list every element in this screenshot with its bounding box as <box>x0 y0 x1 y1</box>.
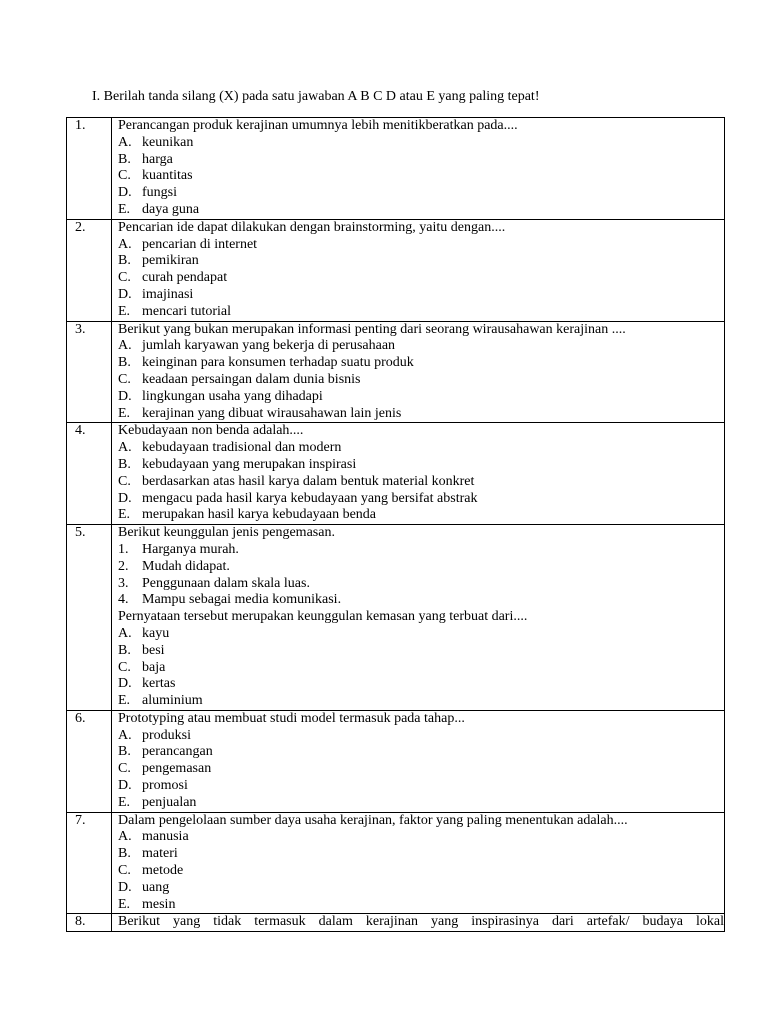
answer-option <box>118 202 724 219</box>
question-number: 8. <box>67 914 112 932</box>
answer-option <box>118 406 724 423</box>
question-number: 7. <box>67 812 112 914</box>
instruction-text: I. Berilah tanda silang (X) pada satu jawaban A B C D atau E yang paling tepat! <box>92 89 540 104</box>
question-row <box>67 812 725 914</box>
question-cell <box>112 321 725 423</box>
answer-option-text: kebudayaan yang merupakan inspirasi <box>142 456 357 472</box>
question-cell <box>112 914 725 932</box>
question-cell <box>112 219 725 321</box>
answer-option-label: D. <box>118 286 132 302</box>
answer-option-label: A. <box>118 440 132 456</box>
answer-option-text: lingkungan usaha yang dihadapi <box>142 388 323 404</box>
answer-option-text: jumlah karyawan yang bekerja di perusahaan <box>142 338 396 354</box>
answer-option-text: curah pendapat <box>142 270 228 286</box>
question-row <box>67 118 725 220</box>
answer-option <box>118 474 724 491</box>
answer-option-label: D. <box>118 676 132 692</box>
answer-option <box>118 863 724 880</box>
answer-option <box>118 185 724 202</box>
answer-option-label: C. <box>118 659 131 675</box>
answer-option-text: daya guna <box>142 201 200 217</box>
answer-option-label: E. <box>118 405 131 421</box>
answer-option-text: pencarian di internet <box>142 236 258 252</box>
statement-item-text: Mampu sebagai media komunikasi. <box>142 592 342 608</box>
question-cell <box>112 525 725 711</box>
answer-option-label: B. <box>118 355 131 371</box>
answer-option <box>118 626 724 643</box>
answer-option <box>118 338 724 355</box>
answer-option <box>118 761 724 778</box>
answer-option <box>118 355 724 372</box>
question-number: 3. <box>67 321 112 423</box>
answer-option-text: mesin <box>142 896 176 912</box>
answer-option <box>118 440 724 457</box>
answer-option-label: C. <box>118 473 131 489</box>
answer-option-label: D. <box>118 490 132 506</box>
question-text: Berikut keunggulan jenis pengemasan. <box>118 525 335 541</box>
answer-option-text: promosi <box>142 778 188 794</box>
answer-option-text: merupakan hasil karya kebudayaan benda <box>142 507 377 523</box>
statement-item-text: Harganya murah. <box>142 541 239 557</box>
answer-option <box>118 880 724 897</box>
answer-option-label: B. <box>118 151 131 167</box>
question-row <box>67 219 725 321</box>
answer-option <box>118 744 724 761</box>
statement-item-text: Penggunaan dalam skala luas. <box>142 575 310 591</box>
statement-item-label: 3. <box>118 575 129 591</box>
answer-option-text: perancangan <box>142 744 213 760</box>
statement-item <box>118 542 724 559</box>
answer-option <box>118 676 724 693</box>
answer-option <box>118 287 724 304</box>
answer-option <box>118 253 724 270</box>
answer-option <box>118 304 724 321</box>
answer-option-text: keinginan para konsumen terhadap suatu produk <box>142 355 414 371</box>
answer-option <box>118 778 724 795</box>
answer-option <box>118 237 724 254</box>
answer-option-label: C. <box>118 761 131 777</box>
answer-option <box>118 168 724 185</box>
answer-option-label: C. <box>118 863 131 879</box>
answer-option-label: B. <box>118 744 131 760</box>
question-text: Kebudayaan non benda adalah.... <box>118 423 304 439</box>
answer-option-label: E. <box>118 303 131 319</box>
answer-option-label: B. <box>118 456 131 472</box>
question-text: Prototyping atau membuat studi model termasuk pada tahap... <box>118 710 465 726</box>
answer-option-label: C. <box>118 371 131 387</box>
answer-option-text: penjualan <box>142 794 197 810</box>
answer-option-text: imajinasi <box>142 286 194 302</box>
answer-option-label: C. <box>118 168 131 184</box>
answer-option-label: D. <box>118 778 132 794</box>
question-text: Perancangan produk kerajinan umumnya lebih menitikberatkan pada.... <box>118 118 518 133</box>
answer-option-text: materi <box>142 846 178 862</box>
statement-item <box>118 559 724 576</box>
answer-option-text: manusia <box>142 829 189 845</box>
question-row <box>67 423 725 525</box>
question-subtext: Pernyataan tersebut merupakan keunggulan kemasan yang terbuat dari.... <box>118 609 528 625</box>
answer-option-label: D. <box>118 879 132 895</box>
answer-option-text: kertas <box>142 676 176 692</box>
question-cell <box>112 118 725 220</box>
question-number: 6. <box>67 710 112 812</box>
answer-option <box>118 795 724 812</box>
answer-option-text: metode <box>142 863 184 879</box>
question-number: 5. <box>67 525 112 711</box>
answer-option-text: kebudayaan tradisional dan modern <box>142 440 342 456</box>
statement-item <box>118 576 724 593</box>
answer-option-text: mencari tutorial <box>142 303 232 319</box>
question-row <box>67 710 725 812</box>
answer-option-label: D. <box>118 388 132 404</box>
answer-option <box>118 829 724 846</box>
question-number: 1. <box>67 118 112 220</box>
answer-option <box>118 643 724 660</box>
answer-option <box>118 389 724 406</box>
answer-option-label: B. <box>118 846 131 862</box>
answer-option <box>118 457 724 474</box>
answer-option-text: produksi <box>142 727 191 743</box>
statement-item-text: Mudah didapat. <box>142 558 230 574</box>
question-cell <box>112 423 725 525</box>
answer-option-label: B. <box>118 642 131 658</box>
answer-option-label: E. <box>118 693 131 709</box>
answer-option-text: kayu <box>142 625 170 641</box>
answer-option <box>118 693 724 710</box>
answer-option-label: E. <box>118 794 131 810</box>
answer-option-text: baja <box>142 659 166 675</box>
question-text: Pencarian ide dapat dilakukan dengan brainstorming, yaitu dengan.... <box>118 219 506 235</box>
answer-option-text: kerajinan yang dibuat wirausahawan lain jenis <box>142 405 402 421</box>
answer-option-label: C. <box>118 270 131 286</box>
question-text: Berikut yang bukan merupakan informasi penting dari seorang wirausahawan kerajinan .... <box>118 321 626 337</box>
answer-option <box>118 491 724 508</box>
answer-option-label: A. <box>118 727 132 743</box>
question-table <box>66 117 725 932</box>
answer-option-label: A. <box>118 338 132 354</box>
statement-item-label: 4. <box>118 592 129 608</box>
answer-option-label: A. <box>118 829 132 845</box>
answer-option <box>118 507 724 524</box>
answer-option <box>118 270 724 287</box>
answer-option <box>118 152 724 169</box>
statement-item-label: 2. <box>118 558 129 574</box>
statement-item-label: 1. <box>118 541 129 557</box>
answer-option <box>118 897 724 914</box>
answer-option-label: A. <box>118 236 132 252</box>
answer-option-label: A. <box>118 625 132 641</box>
answer-option-label: E. <box>118 201 131 217</box>
answer-option-label: D. <box>118 185 132 201</box>
answer-option <box>118 135 724 152</box>
question-cell <box>112 710 725 812</box>
answer-option-text: aluminium <box>142 693 203 709</box>
answer-option <box>118 372 724 389</box>
answer-option-text: berdasarkan atas hasil karya dalam bentuk material konkret <box>142 473 475 489</box>
question-text: Berikut yang tidak termasuk dalam kerajinan yang inspirasinya dari artefak/ budaya lokal <box>118 914 724 930</box>
answer-option-text: pengemasan <box>142 761 212 777</box>
answer-option <box>118 728 724 745</box>
question-number: 4. <box>67 423 112 525</box>
answer-option-text: harga <box>142 151 173 167</box>
answer-option-text: keadaan persaingan dalam dunia bisnis <box>142 371 361 387</box>
answer-option-text: keunikan <box>142 134 194 150</box>
question-number: 2. <box>67 219 112 321</box>
answer-option-text: fungsi <box>142 185 177 201</box>
answer-option-label: B. <box>118 253 131 269</box>
answer-option <box>118 846 724 863</box>
question-text: Dalam pengelolaan sumber daya usaha kerajinan, faktor yang paling menentukan adalah.... <box>118 812 628 828</box>
question-row <box>67 321 725 423</box>
answer-option <box>118 660 724 677</box>
answer-option-label: A. <box>118 134 132 150</box>
answer-option-label: E. <box>118 896 131 912</box>
answer-option-text: pemikiran <box>142 253 199 269</box>
answer-option-text: kuantitas <box>142 168 193 184</box>
answer-option-text: uang <box>142 879 170 895</box>
question-row <box>67 525 725 711</box>
question-cell <box>112 812 725 914</box>
answer-option-text: mengacu pada hasil karya kebudayaan yang bersifat abstrak <box>142 490 478 506</box>
answer-option-label: E. <box>118 507 131 523</box>
statement-item <box>118 592 724 609</box>
answer-option-text: besi <box>142 642 165 658</box>
question-row <box>67 914 725 932</box>
